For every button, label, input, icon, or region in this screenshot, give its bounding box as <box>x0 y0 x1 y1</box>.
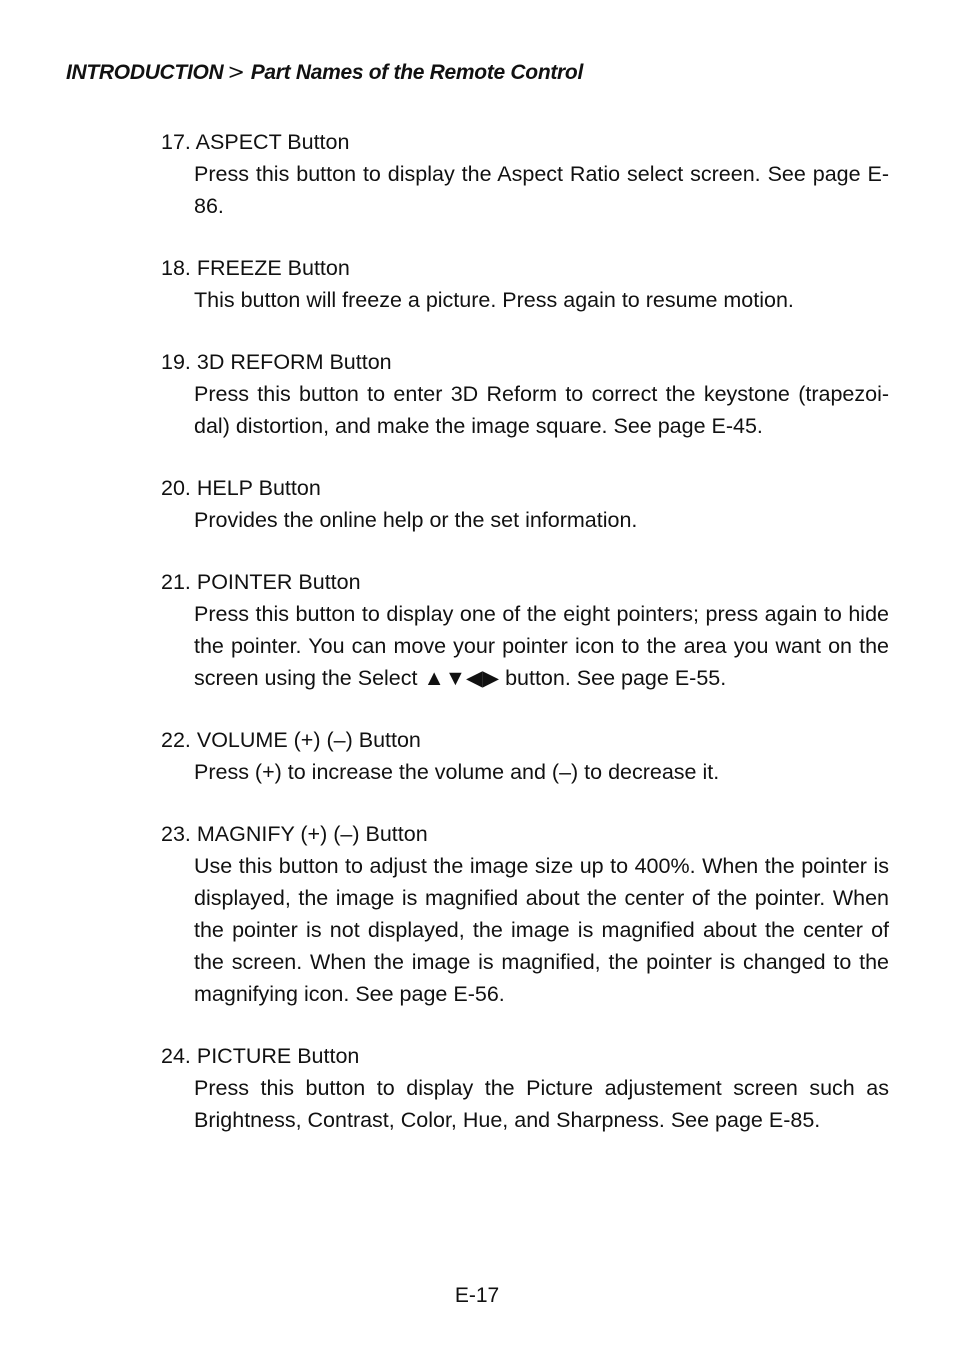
item-title: 17. ASPECT Button <box>161 130 350 154</box>
item-freeze-button <box>161 252 889 316</box>
item-title: 19. 3D REFORM Button <box>161 350 392 374</box>
item-pointer-button <box>161 566 889 694</box>
page-header <box>66 60 583 85</box>
item-title: 21. POINTER Button <box>161 570 361 594</box>
header-section: INTRODUCTION <box>66 61 224 84</box>
header-title: Part Names of the Remote Control <box>250 61 583 84</box>
item-title: 20. HELP Button <box>161 476 321 500</box>
page-number: E-17 <box>454 1284 500 1307</box>
item-description: Press this button to display the Picture adjustement screen such as Brightness, Contrast, Color, Hue, and Sharpness. See page E-85. <box>194 1076 889 1132</box>
item-description: Press this button to display one of the eight pointers; press again to hide the pointer. You can move your pointer icon to the area you want on the screen using the Select ▲▼◀▶ button. See page E-55. <box>194 602 889 690</box>
item-help-button <box>161 472 889 536</box>
item-description: Provides the online help or the set information. <box>194 508 638 532</box>
item-title: 24. PICTURE Button <box>161 1044 360 1068</box>
item-description: Press this button to enter 3D Reform to correct the keystone (trapezoi-dal) distortion, and make the image square. See page E-45. <box>194 382 889 438</box>
item-description: Press this button to display the Aspect Ratio select screen. See page E-86. <box>194 162 889 218</box>
item-description: Use this button to adjust the image size up to 400%. When the pointer is displayed, the image is magnified about the center of the pointer. When the pointer is not displayed, the image is magnified about the center of the screen. When the image is magnified, the pointer is changed to the magnifying icon. See page E-56. <box>194 854 889 1006</box>
item-description: This button will freeze a picture. Press again to resume motion. <box>194 288 794 312</box>
item-3d-reform-button <box>161 346 889 442</box>
item-title: 22. VOLUME (+) (–) Button <box>161 728 421 752</box>
button-descriptions <box>161 126 889 1166</box>
item-volume-button <box>161 724 889 788</box>
item-magnify-button <box>161 818 889 1010</box>
header-separator: > <box>227 60 245 84</box>
item-picture-button <box>161 1040 889 1136</box>
item-title: 18. FREEZE Button <box>161 256 350 280</box>
item-description: Press (+) to increase the volume and (–) to decrease it. <box>194 760 720 784</box>
item-title: 23. MAGNIFY (+) (–) Button <box>161 822 428 846</box>
item-aspect-button <box>161 126 889 222</box>
